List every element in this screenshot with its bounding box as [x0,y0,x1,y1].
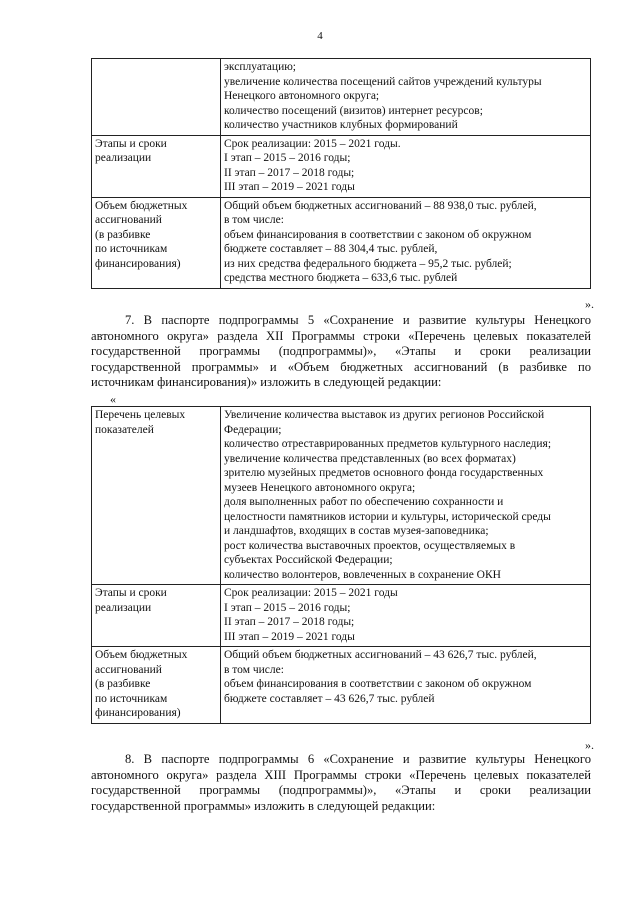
row-value-line: и ландшафтов, входящих в состав музея-заповедника; [224,525,489,537]
row-value-line: III этап – 2019 – 2021 годы [224,630,355,643]
row-value-line: бюджете составляет – 43 626,7 тыс. рублей [224,692,435,705]
row-label-line: финансирования) [95,257,181,270]
page-number: 4 [317,30,323,42]
row-value-cell [221,197,591,288]
row-value-line: количество отреставрированных предметов культурного наследия; [224,438,552,450]
row-value-line: объем финансирования в соответствии с законом об окружном [224,678,532,690]
passport-table-1 [91,58,591,289]
row-value-line: II этап – 2017 – 2018 годы; [224,616,355,628]
row-value-line: Общий объем бюджетных ассигнований – 88 938,0 тыс. рублей, [224,199,537,212]
row-value-line: рост количества выставочных проектов, осуществляемых в [224,539,516,552]
row-value-line: зрителю музейных предметов основного фонда государственных [224,467,544,479]
closing-quote-2: ». [585,738,594,752]
row-label-cell [92,135,221,197]
row-label-cell [92,59,221,136]
row-value-line: Срок реализации: 2015 – 2021 годы. [224,137,401,150]
row-label-cell [92,647,221,724]
paragraph-8: 8. В паспорте подпрограммы 6 «Сохранение и развитие культуры Ненецкого автономного округа» раздела XIII Программы строки «Перечень целевых показателей государственной программы (подпрограммы)», «Этапы и сроки реализации государственной программы» изложить в следующей редакции: [91,752,591,813]
row-value-line: количество участников клубных формирований [224,119,458,131]
row-value-cell [221,585,591,647]
row-value-line: увеличение количества посещений сайтов учреждений культуры [224,75,542,88]
row-label-line: Этапы и сроки [95,587,167,599]
row-value-line: целостности памятников истории и культуры, исторической среды [224,510,551,523]
opening-quote: « [110,392,116,406]
row-value-line: увеличение количества представленных (во всех форматах) [224,452,516,465]
table-row [92,585,591,647]
row-label-line: реализации [95,152,152,164]
table-row [92,59,591,136]
row-label-line: показателей [95,423,154,436]
table-row [92,135,591,197]
row-value-line: II этап – 2017 – 2018 годы; [224,166,355,179]
row-label-line: Этапы и сроки [95,137,167,150]
row-value-line: бюджете составляет – 88 304,4 тыс. рублей, [224,243,438,255]
row-value-cell [221,647,591,724]
row-value-line: в том числе: [224,214,284,226]
row-label-line: (в разбивке [95,678,151,690]
row-value-line: средства местного бюджета – 633,6 тыс. рублей [224,272,458,284]
row-value-line: эксплуатацию; [224,61,297,73]
row-value-line: количество волонтеров, вовлеченных в сохранение ОКН [224,568,501,581]
row-value-line: из них средства федерального бюджета – 95,2 тыс. рублей; [224,257,512,270]
row-value-line: Увеличение количества выставок из других регионов Российской [224,409,545,421]
paragraph-7: 7. В паспорте подпрограммы 5 «Сохранение и развитие культуры Ненецкого автономного округа» раздела XII Программы строки «Перечень целевых показателей государственной программы (подпрограммы)», «Этапы и сроки реализации государственной программы» и «Объем бюджетных ассигнований (в разбивке по источникам финансирования)» изложить в следующей редакции: [91,313,591,390]
row-value-line: музеев Ненецкого автономного округа; [224,481,416,494]
table-row [92,197,591,288]
row-value-line: Срок реализации: 2015 – 2021 годы [224,587,398,599]
row-value-line: Ненецкого автономного округа; [224,90,380,102]
row-value-line: I этап – 2015 – 2016 годы; [224,601,351,614]
row-label-line: Объем бюджетных [95,199,188,212]
row-value-line: Общий объем бюджетных ассигнований – 43 626,7 тыс. рублей, [224,649,537,661]
table-row [92,407,591,585]
row-label-line: по источникам [95,243,168,255]
row-value-line: доля выполненных работ по обеспечению сохранности и [224,496,504,508]
row-value-cell [221,135,591,197]
row-value-cell [221,59,591,136]
row-label-line: Объем бюджетных [95,649,188,661]
passport-table-2 [91,406,591,724]
row-label-cell [92,407,221,585]
row-label-line: ассигнований [95,214,162,226]
row-value-line: III этап – 2019 – 2021 годы [224,181,355,193]
row-value-line: Федерации; [224,423,282,436]
row-value-line: I этап – 2015 – 2016 годы; [224,152,351,164]
row-label-line: ассигнований [95,663,162,676]
row-label-line: финансирования) [95,707,181,719]
row-value-cell [221,407,591,585]
row-value-line: объем финансирования в соответствии с законом об окружном [224,228,532,241]
row-value-line: субъектах Российской Федерации; [224,554,393,566]
row-value-line: в том числе: [224,663,284,676]
row-label-cell [92,585,221,647]
row-label-line: по источникам [95,692,168,705]
row-label-line: реализации [95,601,152,614]
row-label-cell [92,197,221,288]
row-label-line: (в разбивке [95,228,151,241]
closing-quote-1: ». [585,297,594,311]
table-row [92,647,591,724]
row-value-line: количество посещений (визитов) интернет ресурсов; [224,104,483,117]
row-label-line: Перечень целевых [95,409,186,421]
